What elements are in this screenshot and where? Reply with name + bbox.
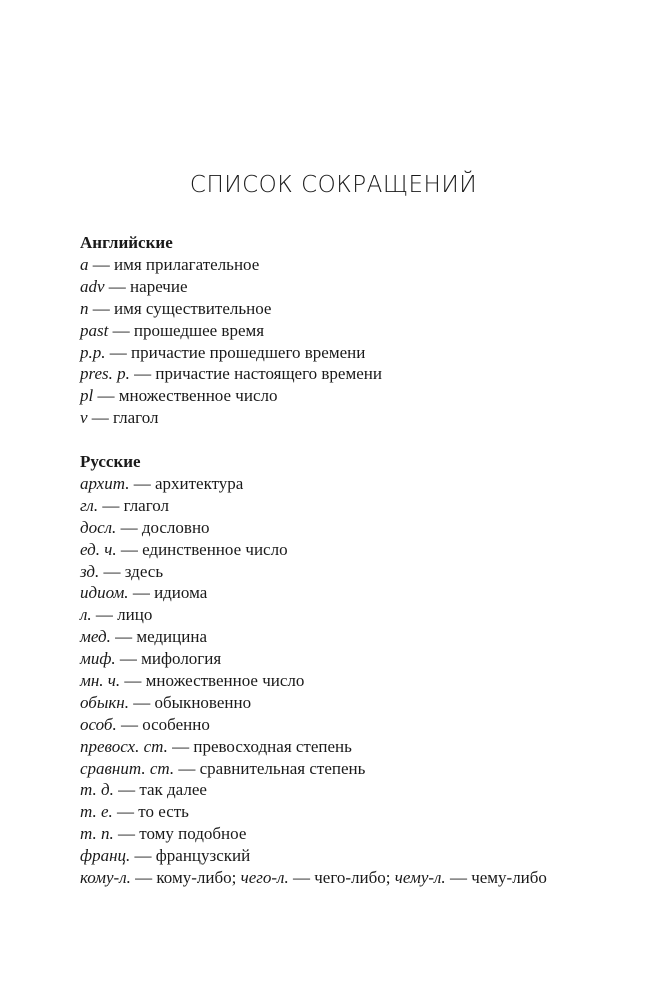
abbreviation: мед. — [80, 627, 111, 647]
abbreviation: сравнит. ст. — [80, 758, 175, 778]
abbreviation-meaning: — множественное число — [120, 671, 305, 691]
abbreviation-entry — [80, 276, 620, 298]
abbreviation-entry — [80, 670, 620, 692]
abbreviation: кому-л. — [80, 868, 131, 888]
abbreviation-entry — [80, 407, 620, 429]
abbreviation-meaning: — превосходная степень — [167, 736, 352, 756]
abbreviation-entry — [80, 561, 620, 583]
abbreviation-entry — [80, 823, 620, 845]
abbreviation-meaning: — здесь — [99, 561, 164, 581]
abbreviation-meaning: — мифология — [115, 649, 222, 669]
abbreviation-meaning: — чему-либо — [445, 868, 547, 888]
abbreviation-meaning: — имя существительное — [88, 298, 272, 318]
abbreviation-meaning: — глагол — [98, 495, 170, 515]
abbreviation-meaning: — причастие прошедшего времени — [105, 342, 366, 362]
abbreviation-meaning: — кому-либо; — [130, 868, 241, 888]
abbreviation: франц. — [80, 846, 131, 866]
abbreviation-entry — [80, 714, 620, 736]
abbreviation: ед. ч. — [80, 539, 117, 559]
abbreviation-meaning: — особенно — [116, 714, 210, 734]
abbreviation: т. д. — [80, 780, 114, 800]
page-title: СПИСОК СОКРАЩЕНИЙ — [189, 172, 478, 198]
abbreviation: pres. p. — [80, 364, 130, 384]
abbreviation-entry — [80, 648, 620, 670]
abbreviation: архит. — [80, 474, 130, 493]
abbreviation-entry — [80, 385, 620, 407]
abbreviation-entry — [80, 626, 620, 648]
abbreviation-meaning: — обыкновенно — [128, 692, 252, 712]
abbreviation-entry — [80, 495, 620, 517]
abbreviation-meaning: — наречие — [104, 276, 188, 296]
abbreviation-entry — [80, 604, 620, 626]
abbreviation: pl — [80, 386, 94, 406]
abbreviation: мн. ч. — [80, 671, 121, 691]
abbreviation-meaning: — сравнительная степень — [174, 758, 366, 778]
abbreviation: миф. — [80, 649, 116, 669]
abbreviation-meaning: — дословно — [116, 517, 210, 537]
abbreviation: v — [80, 408, 88, 428]
abbreviation-meaning: — архитектура — [129, 474, 244, 493]
abbreviation-entry — [80, 736, 620, 758]
abbreviation: досл. — [80, 517, 117, 537]
abbreviation-meaning: — идиома — [128, 583, 208, 603]
abbreviation-entry — [80, 298, 620, 320]
abbreviation: л. — [80, 605, 92, 625]
abbreviation: чего-л. — [240, 868, 289, 888]
abbreviation: чему-л. — [394, 868, 446, 888]
abbreviation-meaning: — так далее — [113, 780, 207, 800]
abbreviation: past — [80, 320, 109, 340]
abbreviation-entry — [80, 254, 620, 276]
abbreviation-entry — [80, 801, 620, 823]
english-abbreviations-section — [80, 232, 620, 429]
abbreviation-entry — [80, 342, 620, 364]
russian-section-heading: Русские — [80, 452, 141, 471]
english-section-heading: Английские — [80, 233, 173, 252]
abbreviation-meaning: — единственное число — [116, 539, 288, 559]
abbreviation-entry — [80, 845, 620, 867]
abbreviation-meaning: — медицина — [110, 627, 207, 647]
abbreviation-entry — [80, 758, 620, 780]
abbreviation-meaning: — глагол — [87, 408, 159, 428]
abbreviation-meaning: — имя прилагательное — [88, 255, 260, 274]
abbreviation-entry-combined — [80, 867, 620, 889]
abbreviation: adv — [80, 276, 105, 296]
abbreviation: превосх. ст. — [80, 736, 168, 756]
abbreviation: т. е. — [80, 802, 113, 822]
abbreviation-meaning: — чего-либо; — [288, 868, 395, 888]
abbreviation-entry — [80, 517, 620, 539]
abbreviation: гл. — [80, 495, 99, 515]
abbreviation: зд. — [80, 561, 100, 581]
abbreviation-entry — [80, 363, 620, 385]
abbreviation: идиом. — [80, 583, 129, 603]
abbreviation: p.p. — [80, 342, 106, 362]
abbreviation-entry — [80, 320, 620, 342]
russian-abbreviations-section — [80, 451, 620, 889]
abbreviation-entry — [80, 539, 620, 561]
abbreviation-meaning: — французский — [130, 846, 251, 866]
abbreviation-meaning: — лицо — [91, 605, 153, 625]
abbreviation-meaning: — множественное число — [93, 386, 278, 406]
abbreviation-meaning: — причастие настоящего времени — [129, 364, 382, 384]
abbreviation-meaning: — то есть — [112, 802, 189, 822]
abbreviation: a — [80, 255, 89, 274]
abbreviation-entry — [80, 692, 620, 714]
abbreviation-entry — [80, 582, 620, 604]
abbreviation-meaning: — прошедшее время — [108, 320, 265, 340]
abbreviation: обыкн. — [80, 692, 129, 712]
abbreviation: особ. — [80, 714, 117, 734]
abbreviation-entry — [80, 473, 620, 495]
abbreviation: т. п. — [80, 824, 114, 844]
abbreviation-meaning: — тому подобное — [113, 824, 247, 844]
abbreviation-entry — [80, 779, 620, 801]
abbreviation: n — [80, 298, 89, 318]
